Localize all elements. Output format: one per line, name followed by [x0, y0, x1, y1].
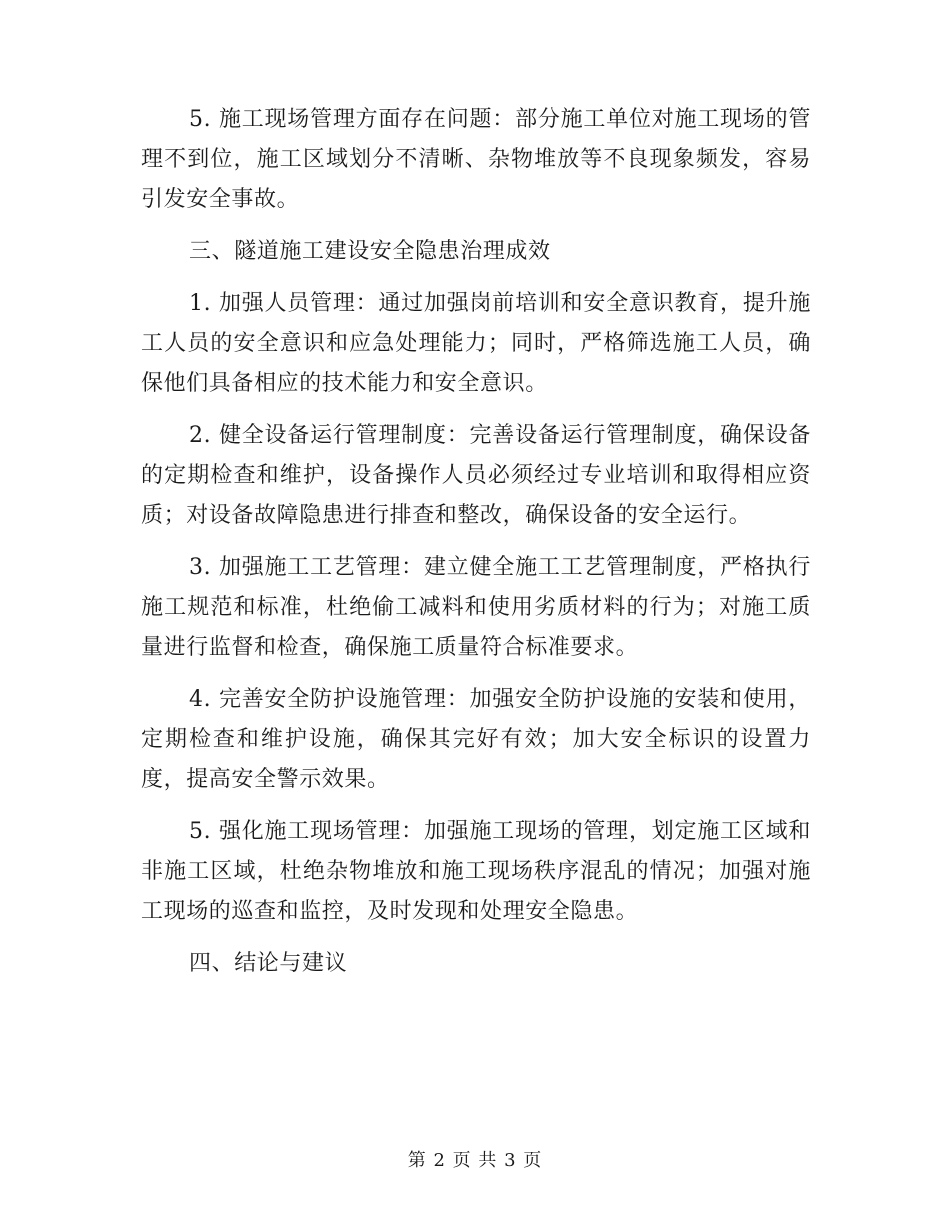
paragraph-safety-facilities: 4. 完善安全防护设施管理：加强安全防护设施的安装和使用，定期检查和维护设施，确保其完好有效；加大安全标识的设置力度，提高安全警示效果。	[141, 687, 811, 792]
paragraph-equipment-management: 2. 健全设备运行管理制度：完善设备运行管理制度，确保设备的定期检查和维护，设备操作人员必须经过专业培训和取得相应资质；对设备故障隐患进行排查和整改，确保设备的安全运行。	[141, 423, 811, 528]
section-heading-results: 三、隧道施工建设安全隐患治理成效	[189, 239, 551, 264]
paragraph-process-management: 3. 加强施工工艺管理：建立健全施工工艺管理制度，严格执行施工规范和标准，杜绝偷工减料和使用劣质材料的行为；对施工质量进行监督和检查，确保施工质量符合标准要求。	[141, 555, 811, 660]
section-heading-conclusion: 四、结论与建议	[189, 951, 348, 976]
page-number-footer: 第 2 页 共 3 页	[407, 1150, 543, 1171]
paragraph-site-management-improvement: 5. 强化施工现场管理：加强施工现场的管理，划定施工区域和非施工区域，杜绝杂物堆放和施工现场秩序混乱的情况；加强对施工现场的巡查和监控，及时发现和处理安全隐患。	[141, 819, 811, 924]
paragraph-site-management-issue: 5. 施工现场管理方面存在问题：部分施工单位对施工现场的管理不到位，施工区域划分不清晰、杂物堆放等不良现象频发，容易引发安全事故。	[141, 107, 811, 212]
document-body	[141, 100, 811, 996]
paragraph-personnel-management: 1. 加强人员管理：通过加强岗前培训和安全意识教育，提升施工人员的安全意识和应急处理能力；同时，严格筛选施工人员，确保他们具备相应的技术能力和安全意识。	[141, 291, 811, 396]
